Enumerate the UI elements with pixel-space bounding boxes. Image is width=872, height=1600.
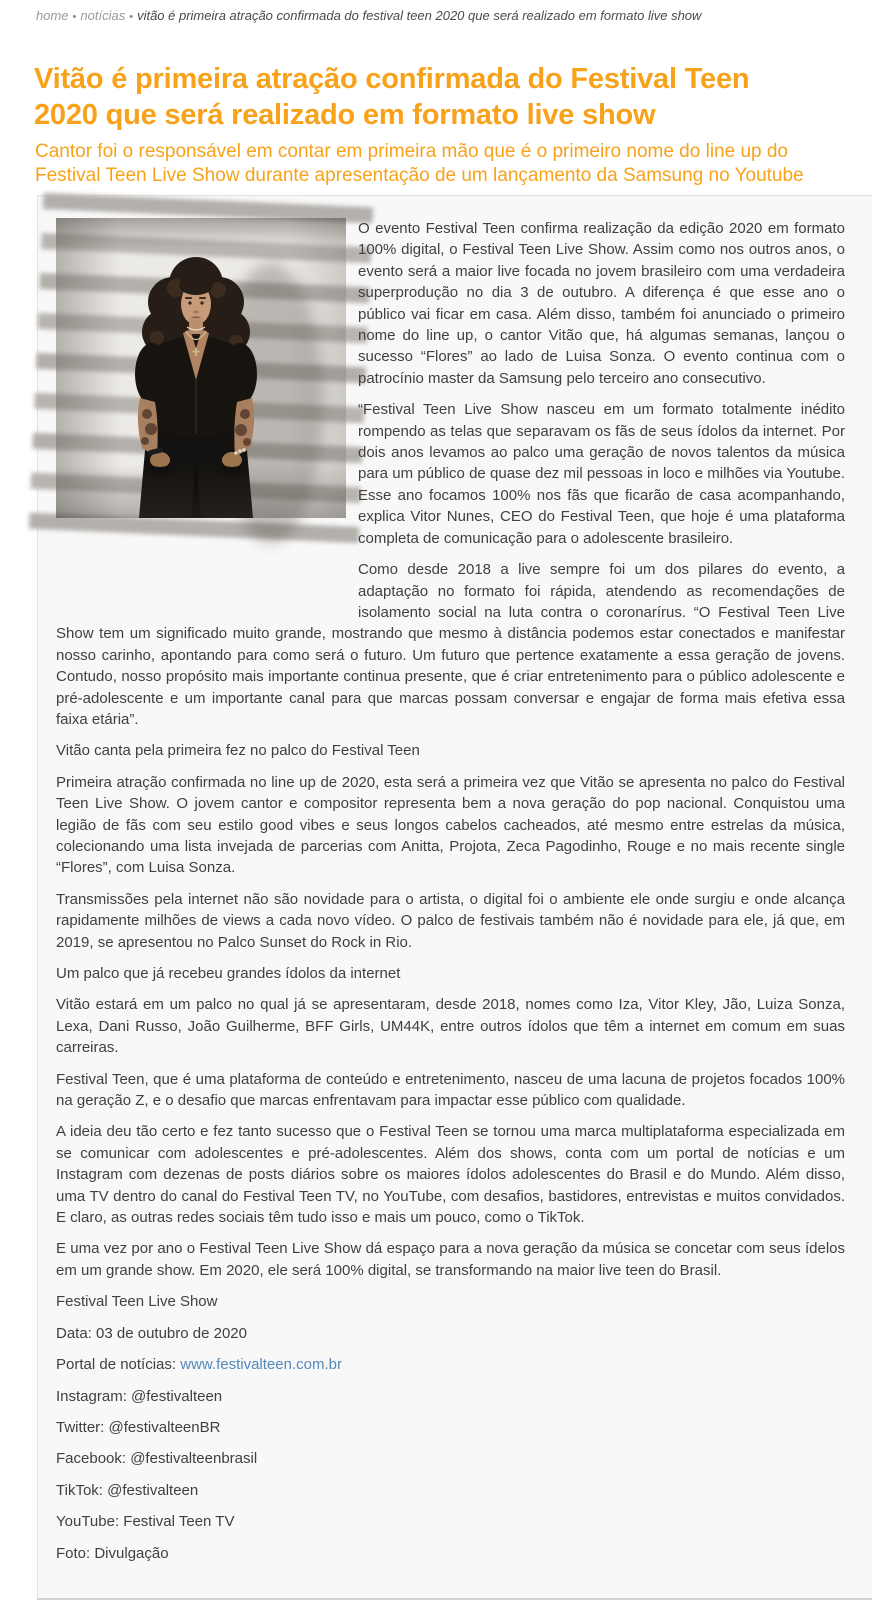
breadcrumb-separator: • [129, 11, 134, 23]
article-photo [56, 218, 346, 518]
paragraph: Data: 03 de outubro de 2020 [56, 1324, 247, 1342]
paragraph: Transmissões pela internet não são novidade para o artista, o digital foi o ambiente ele onde surgiu e onde alcança rapidamente milhões de views a cada novo vídeo. O palco de festivais também não é novidade para ele, já que, em 2019, se apresentou no Palco Sunset do Rock in Rio. [56, 890, 845, 951]
paragraph [56, 1354, 845, 1375]
breadcrumb-separator: • [72, 11, 77, 23]
paragraph: Instagram: @festivalteen [56, 1387, 223, 1405]
paragraph: E uma vez por ano o Festival Teen Live Show dá espaço para a nova geração da música se concetar com seus ídelos em um grande show. Em 2020, ele será 100% digital, se transformando na maior live teen do Brasil. [56, 1240, 845, 1279]
portal-label: Portal de notícias: [56, 1356, 181, 1374]
article-body [56, 218, 845, 1564]
paragraph: Festival Teen, que é uma plataforma de conteúdo e entretenimento, nasceu de uma lacuna de projetos focados 100% na geração Z, e o desafio que marcas enfrentavam para impactar esse público com qualidade. [56, 1070, 845, 1110]
paragraph: Vitão estará em um palco no qual já se apresentaram, desde 2018, nomes como Iza, Vitor Kley, Jão, Luiza Sonza, Lexa, Dani Russo, João Guilherme, BFF Girls, UM44K, entre outros ídolos que têm a internet em comum em suas carreiras. [56, 996, 845, 1057]
breadcrumb [36, 8, 842, 25]
paragraph: Primeira atração confirmada no line up de 2020, esta será a primeira vez que Vitão se apresenta no palco do Festival Teen Live Show. O jovem cantor e compositor representa bem a nova geração do pop nacional. Conquistou uma legião de fãs com seu estilo good vibes e seus longos cabelos cacheados, até mesmo entre estrelas da música, colecionando uma lista invejada de parcerias com Anitta, Projota, Zeca Pagodinho, Rouge e no mais recente single “Flores”, com Luisa Sonza. [56, 773, 845, 877]
article-subtitle: Cantor foi o responsável em contar em primeira mão que é o primeiro nome do line up do Festival Teen Live Show durante apresentação de um lançamento da Samsung no Youtube [35, 141, 804, 186]
paragraph: “Festival Teen Live Show nasceu em um formato totalmente inédito rompendo as telas que separavam os fãs de seus ídolos da internet. Por dois anos levamos ao palco uma geração de novos talentos da música para um público de quase dez mil pessoas in loco e milhões via Youtube. Esse ano focamos 100% nos fãs que ficarão de casa acompanhando, explica Vitor Nunes, CEO do Festival Teen, que hoje é uma plataforma completa de comunicação para o adolescente brasileiro. [358, 401, 845, 547]
paragraph: Festival Teen Live Show [56, 1293, 218, 1311]
paragraph: A ideia deu tão certo e fez tanto sucesso que o Festival Teen se tornou uma marca multiplataforma especializada em se comunicar com adolescentes e pré-adolescentes. Além dos shows, conta com um portal de notícias e um Instagram com dezenas de posts diários sobre os maiores ídolos adolescentes do Brasil e do Mundo. Além disso, uma TV dentro do canal do Festival Teen TV, no YouTube, com desafios, bastidores, entrevistas e muitos convidados. E claro, as outras redes sociais têm tudo isso e mais um pouco, como o TikTok. [56, 1123, 845, 1227]
paragraph: Vitão canta pela primeira fez no palco do Festival Teen [56, 742, 420, 760]
breadcrumb-link-noticias[interactable]: notícias [80, 8, 126, 23]
page-title: Vitão é primeira atração confirmada do Festival Teen 2020 que será realizado em formato live show [34, 63, 750, 131]
paragraph: Foto: Divulgação [56, 1544, 169, 1562]
breadcrumb-current: vitão é primeira atração confirmada do festival teen 2020 que será realizado em formato live show [137, 8, 702, 23]
paragraph: YouTube: Festival Teen TV [56, 1513, 235, 1531]
article-box [37, 195, 872, 1600]
paragraph: Facebook: @festivalteenbrasil [56, 1450, 258, 1468]
portal-link[interactable]: www.festivalteen.com.br [180, 1356, 342, 1374]
paragraph: Um palco que já recebeu grandes ídolos da internet [56, 965, 401, 982]
paragraph: Twitter: @festivalteenBR [56, 1418, 221, 1436]
paragraph: O evento Festival Teen confirma realização da edição 2020 em formato 100% digital, o Festival Teen Live Show. Assim como nos outros anos, o evento será a maior live focada no jovem brasileiro com uma verdadeira superprodução no dia 3 de outubro. A diferença é que esse ano o público vai ficar em casa. Além disso, também foi anunciado o primeiro nome do line up, o cantor Vitão que, há algumas semanas, lançou o sucesso “Flores” ao lado de Luisa Sonza. O evento continua com o patrocínio master da Samsung pelo terceiro ano consecutivo. [358, 220, 845, 387]
breadcrumb-link-home[interactable]: home [36, 8, 69, 23]
paragraph: TikTok: @festivalteen [56, 1481, 199, 1499]
paragraph: Como desde 2018 a live sempre foi um dos pilares do evento, a adaptação no formato foi rápida, atendendo as recomendações de isolamento social na luta contra o coronarírus. “O Festival Teen Live Show tem um significado muito grande, mostrando que mesmo à distância podemos estar conectados e manifestar nosso carinho, apontando para como será o futuro. Um futuro que pertence exatamente a essa geração de jovens. Contudo, nosso propósito mais importante continua presente, que é criar entretenimento para o público adolescente e pré-adolescente e um importante canal para que marcas possam conversar e engajar de forma mais efetiva essa faixa etária”. [56, 561, 845, 728]
